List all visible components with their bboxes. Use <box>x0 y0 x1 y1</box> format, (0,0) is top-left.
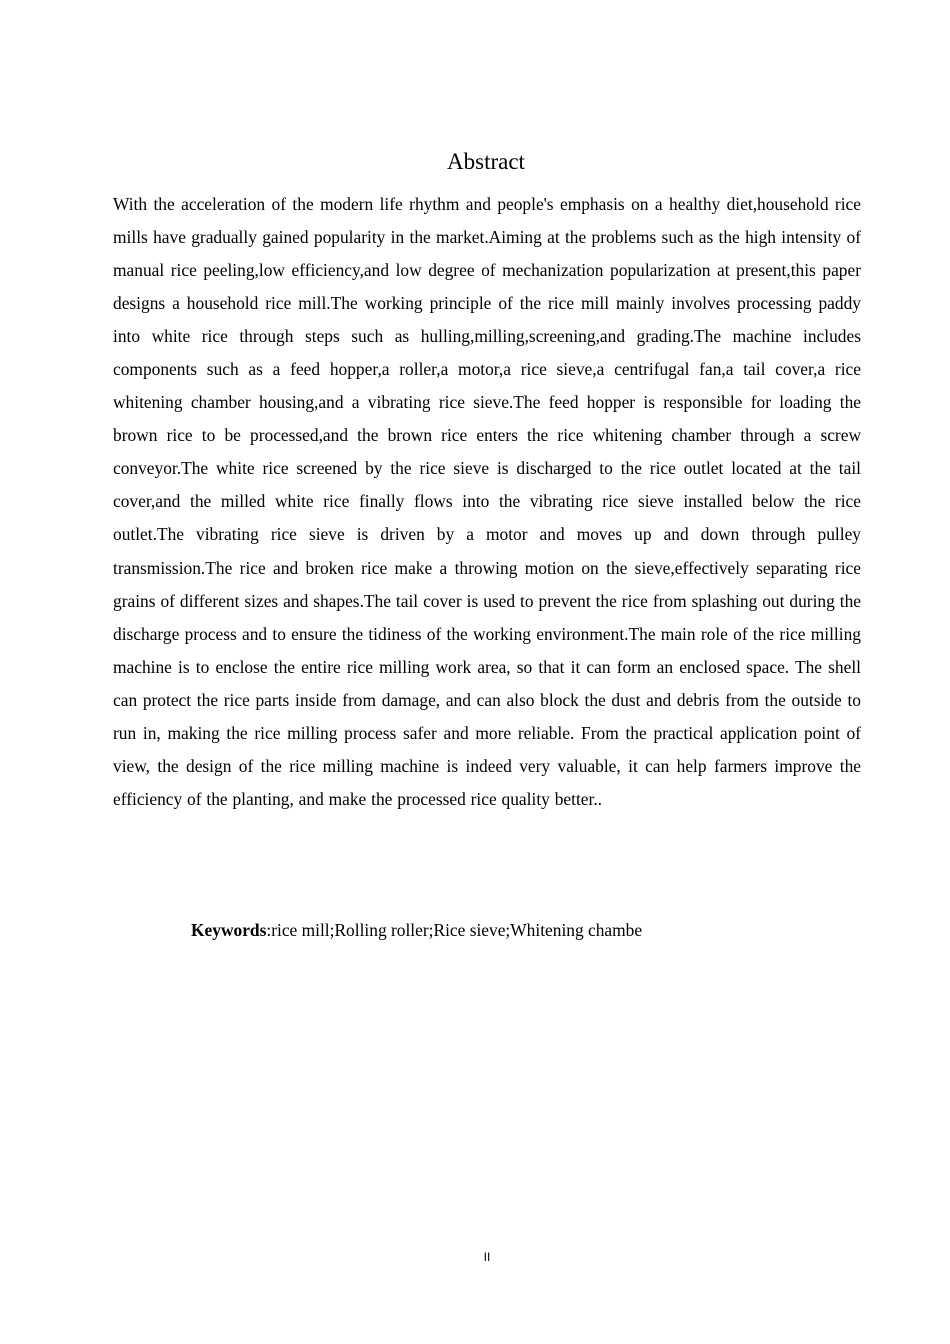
abstract-body: With the acceleration of the modern life rhythm and people's emphasis on a healthy diet,household rice mills have gradually gained popularity in the market.Aiming at the problems such as the high intensity of manual rice peeling,low efficiency,and low degree of mechanization popularization at present,this paper designs a household rice mill.The working principle of the rice mill mainly involves processing paddy into white rice through steps such as hulling,milling,screening,and grading.The machine includes components such as a feed hopper,a roller,a motor,a rice sieve,a centrifugal fan,a tail cover,a rice whitening chamber housing,and a vibrating rice sieve.The feed hopper is responsible for loading the brown rice to be processed,and the brown rice enters the rice whitening chamber through a screw conveyor.The white rice screened by the rice sieve is discharged to the rice outlet located at the tail cover,and the milled white rice finally flows into the vibrating rice sieve installed below the rice outlet.The vibrating rice sieve is driven by a motor and moves up and down through pulley transmission.The rice and broken rice make a throwing motion on the sieve,effectively separating rice grains of different sizes and shapes.The tail cover is used to prevent the rice from splashing out during the discharge process and to ensure the tidiness of the working environment.The main role of the rice milling machine is to enclose the entire rice milling work area, so that it can form an enclosed space. The shell can protect the rice parts inside from damage, and can also block the dust and debris from the outside to run in, making the rice milling process safer and more reliable. From the practical application point of view, the design of the rice milling machine is indeed very valuable, it can help farmers improve the efficiency of the planting, and make the processed rice quality better.. <box>113 194 861 809</box>
keywords-line <box>191 914 642 947</box>
page-number: II <box>483 1250 491 1264</box>
abstract-title: Abstract <box>447 149 525 174</box>
keywords-text: :rice mill;Rolling roller;Rice sieve;Whitening chambe <box>266 920 643 940</box>
keywords-label: Keywords <box>191 920 267 940</box>
